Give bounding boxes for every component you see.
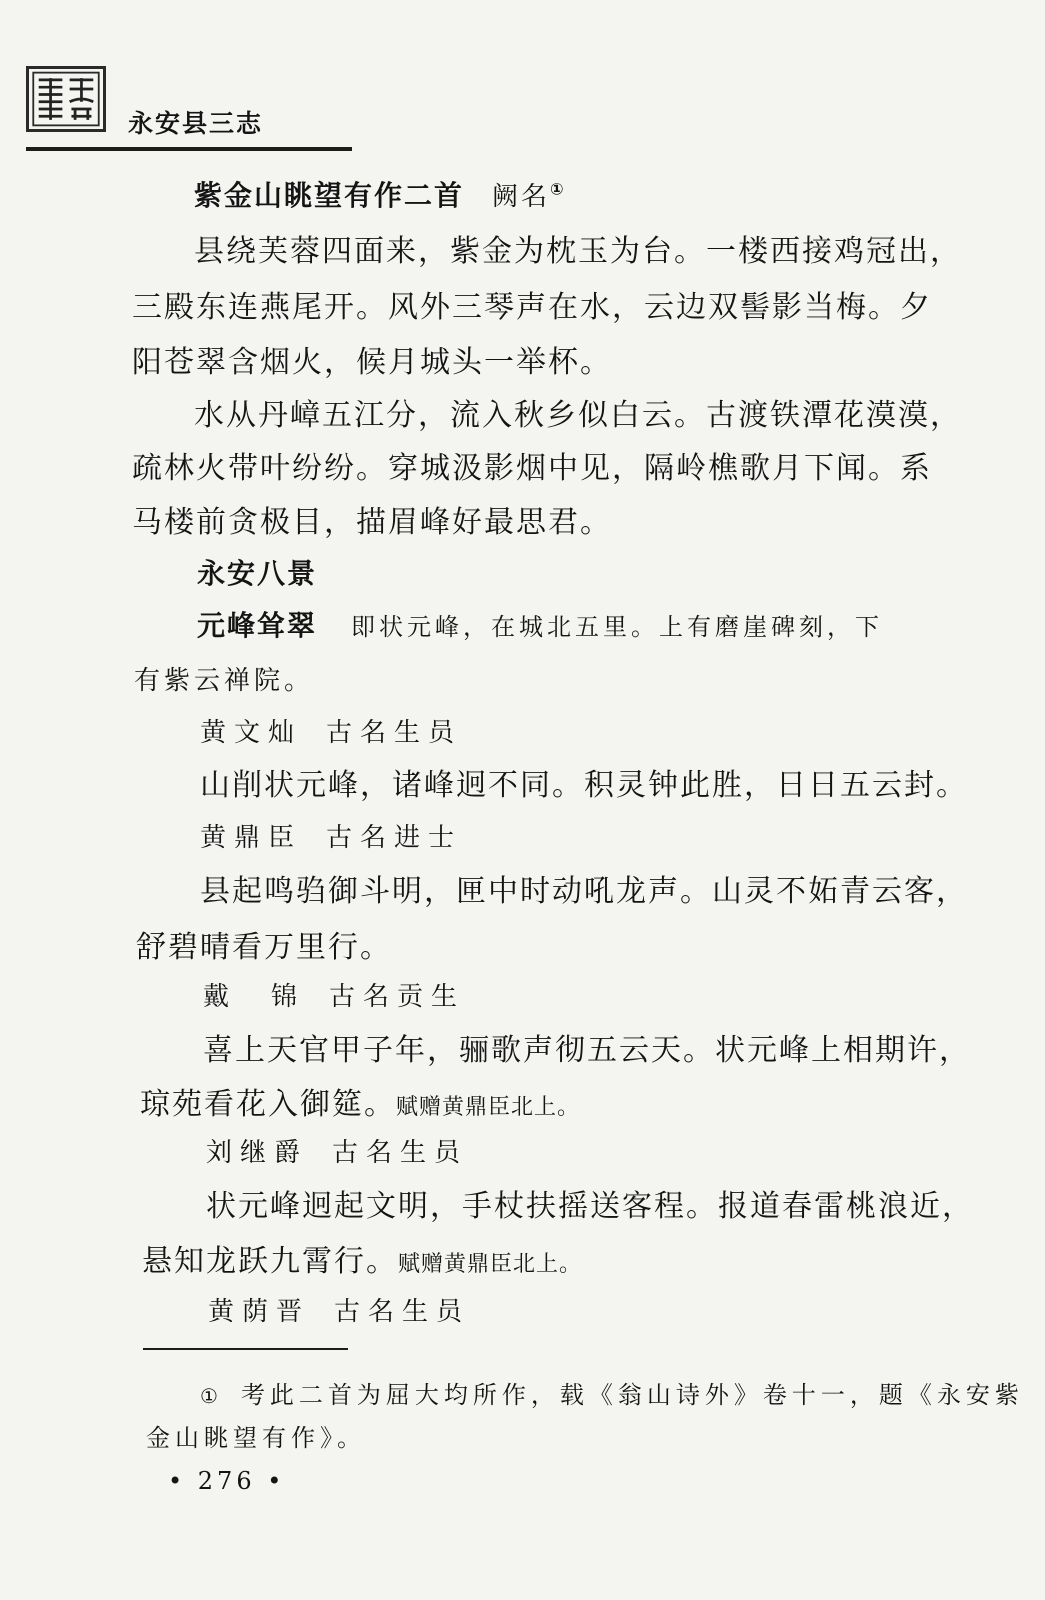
author-role: 古名进士 (326, 823, 463, 853)
poem-note: 赋赠黄鼎臣北上。 (396, 1095, 581, 1120)
poem-line: 马楼前贪极目，描眉峰好最思君。 (132, 505, 612, 540)
page-number: • 276 • (168, 1467, 286, 1495)
author-name: 黄文灿 (200, 718, 303, 748)
author-name: 刘继爵 (206, 1138, 309, 1168)
poem-line: 舒碧晴看万里行。 (136, 930, 392, 965)
author-line (208, 1291, 470, 1328)
header-rule (26, 147, 352, 151)
poem-line: 三殿东连燕尾开。风外三琴声在水，云边双髻影当梅。夕 (132, 290, 932, 325)
author-name: 戴 锦 (203, 982, 306, 1012)
poem-line: 水从丹嶂五江分，流入秋乡似白云。古渡铁潭花漠漠， (194, 398, 962, 433)
footnote-line: 金山眺望有作》。 (146, 1424, 366, 1452)
poem-author: 阙名 (492, 182, 551, 212)
author-role: 古名生员 (334, 1297, 471, 1327)
author-line (203, 976, 465, 1013)
author-name: 黄鼎臣 (200, 823, 303, 853)
poem-line: 县起鸣驺御斗明，匣中时动吼龙声。山灵不妬青云客， (200, 874, 968, 909)
poem-line: 县绕芙蓉四面来，紫金为枕玉为台。一楼西接鸡冠出， (194, 234, 962, 269)
footnote-rule (143, 1348, 348, 1350)
footnote-ref[interactable]: ① (550, 179, 566, 199)
poem-line: 喜上天官甲子年，骊歌声彻五云天。状元峰上相期许， (203, 1033, 971, 1068)
footnote-mark: ① (200, 1384, 223, 1408)
author-line (200, 817, 462, 854)
poem-line: 状元峰迥起文明，手杖扶摇送客程。报道春雷桃浪近， (206, 1189, 974, 1224)
seal-logo (26, 66, 106, 132)
section-title: 永安八景 (197, 557, 318, 590)
scene-line (197, 604, 883, 644)
poem-line: 疏林火带叶纷纷。穿城汲影烟中见，隔岭樵歌月下闻。系 (132, 451, 932, 486)
poem-title: 紫金山眺望有作二首 阙名① (194, 179, 566, 212)
author-name: 黄荫晋 (208, 1297, 311, 1327)
author-line (206, 1132, 468, 1169)
author-role: 古名贡生 (329, 982, 466, 1012)
author-role: 古名生员 (326, 718, 463, 748)
poem-note: 赋赠黄鼎臣北上。 (398, 1252, 583, 1277)
scene-description-cont: 有紫云禅院。 (134, 666, 315, 696)
poem-line: 悬知龙跃九霄行。赋赠黄鼎臣北上。 (142, 1244, 583, 1279)
scene-title: 元峰耸翠 (197, 609, 318, 642)
running-header: 永安县三志 (128, 109, 264, 138)
author-role: 古名生员 (332, 1138, 469, 1168)
scene-description: 即状元峰，在城北五里。上有磨崖碑刻，下 (351, 613, 884, 641)
poem-line: 阳苍翠含烟火，候月城头一举杯。 (132, 345, 612, 380)
poem-line: 琼苑看花入御筵。赋赠黄鼎臣北上。 (140, 1087, 581, 1122)
poem-line: 山削状元峰，诸峰迥不同。积灵钟此胜，日日五云封。 (200, 768, 968, 803)
footnote-line: ① 考此二首为屈大均所作，载《翁山诗外》卷十一，题《永安紫 (200, 1381, 1024, 1409)
author-line (200, 712, 462, 749)
seal-icon (29, 69, 103, 129)
